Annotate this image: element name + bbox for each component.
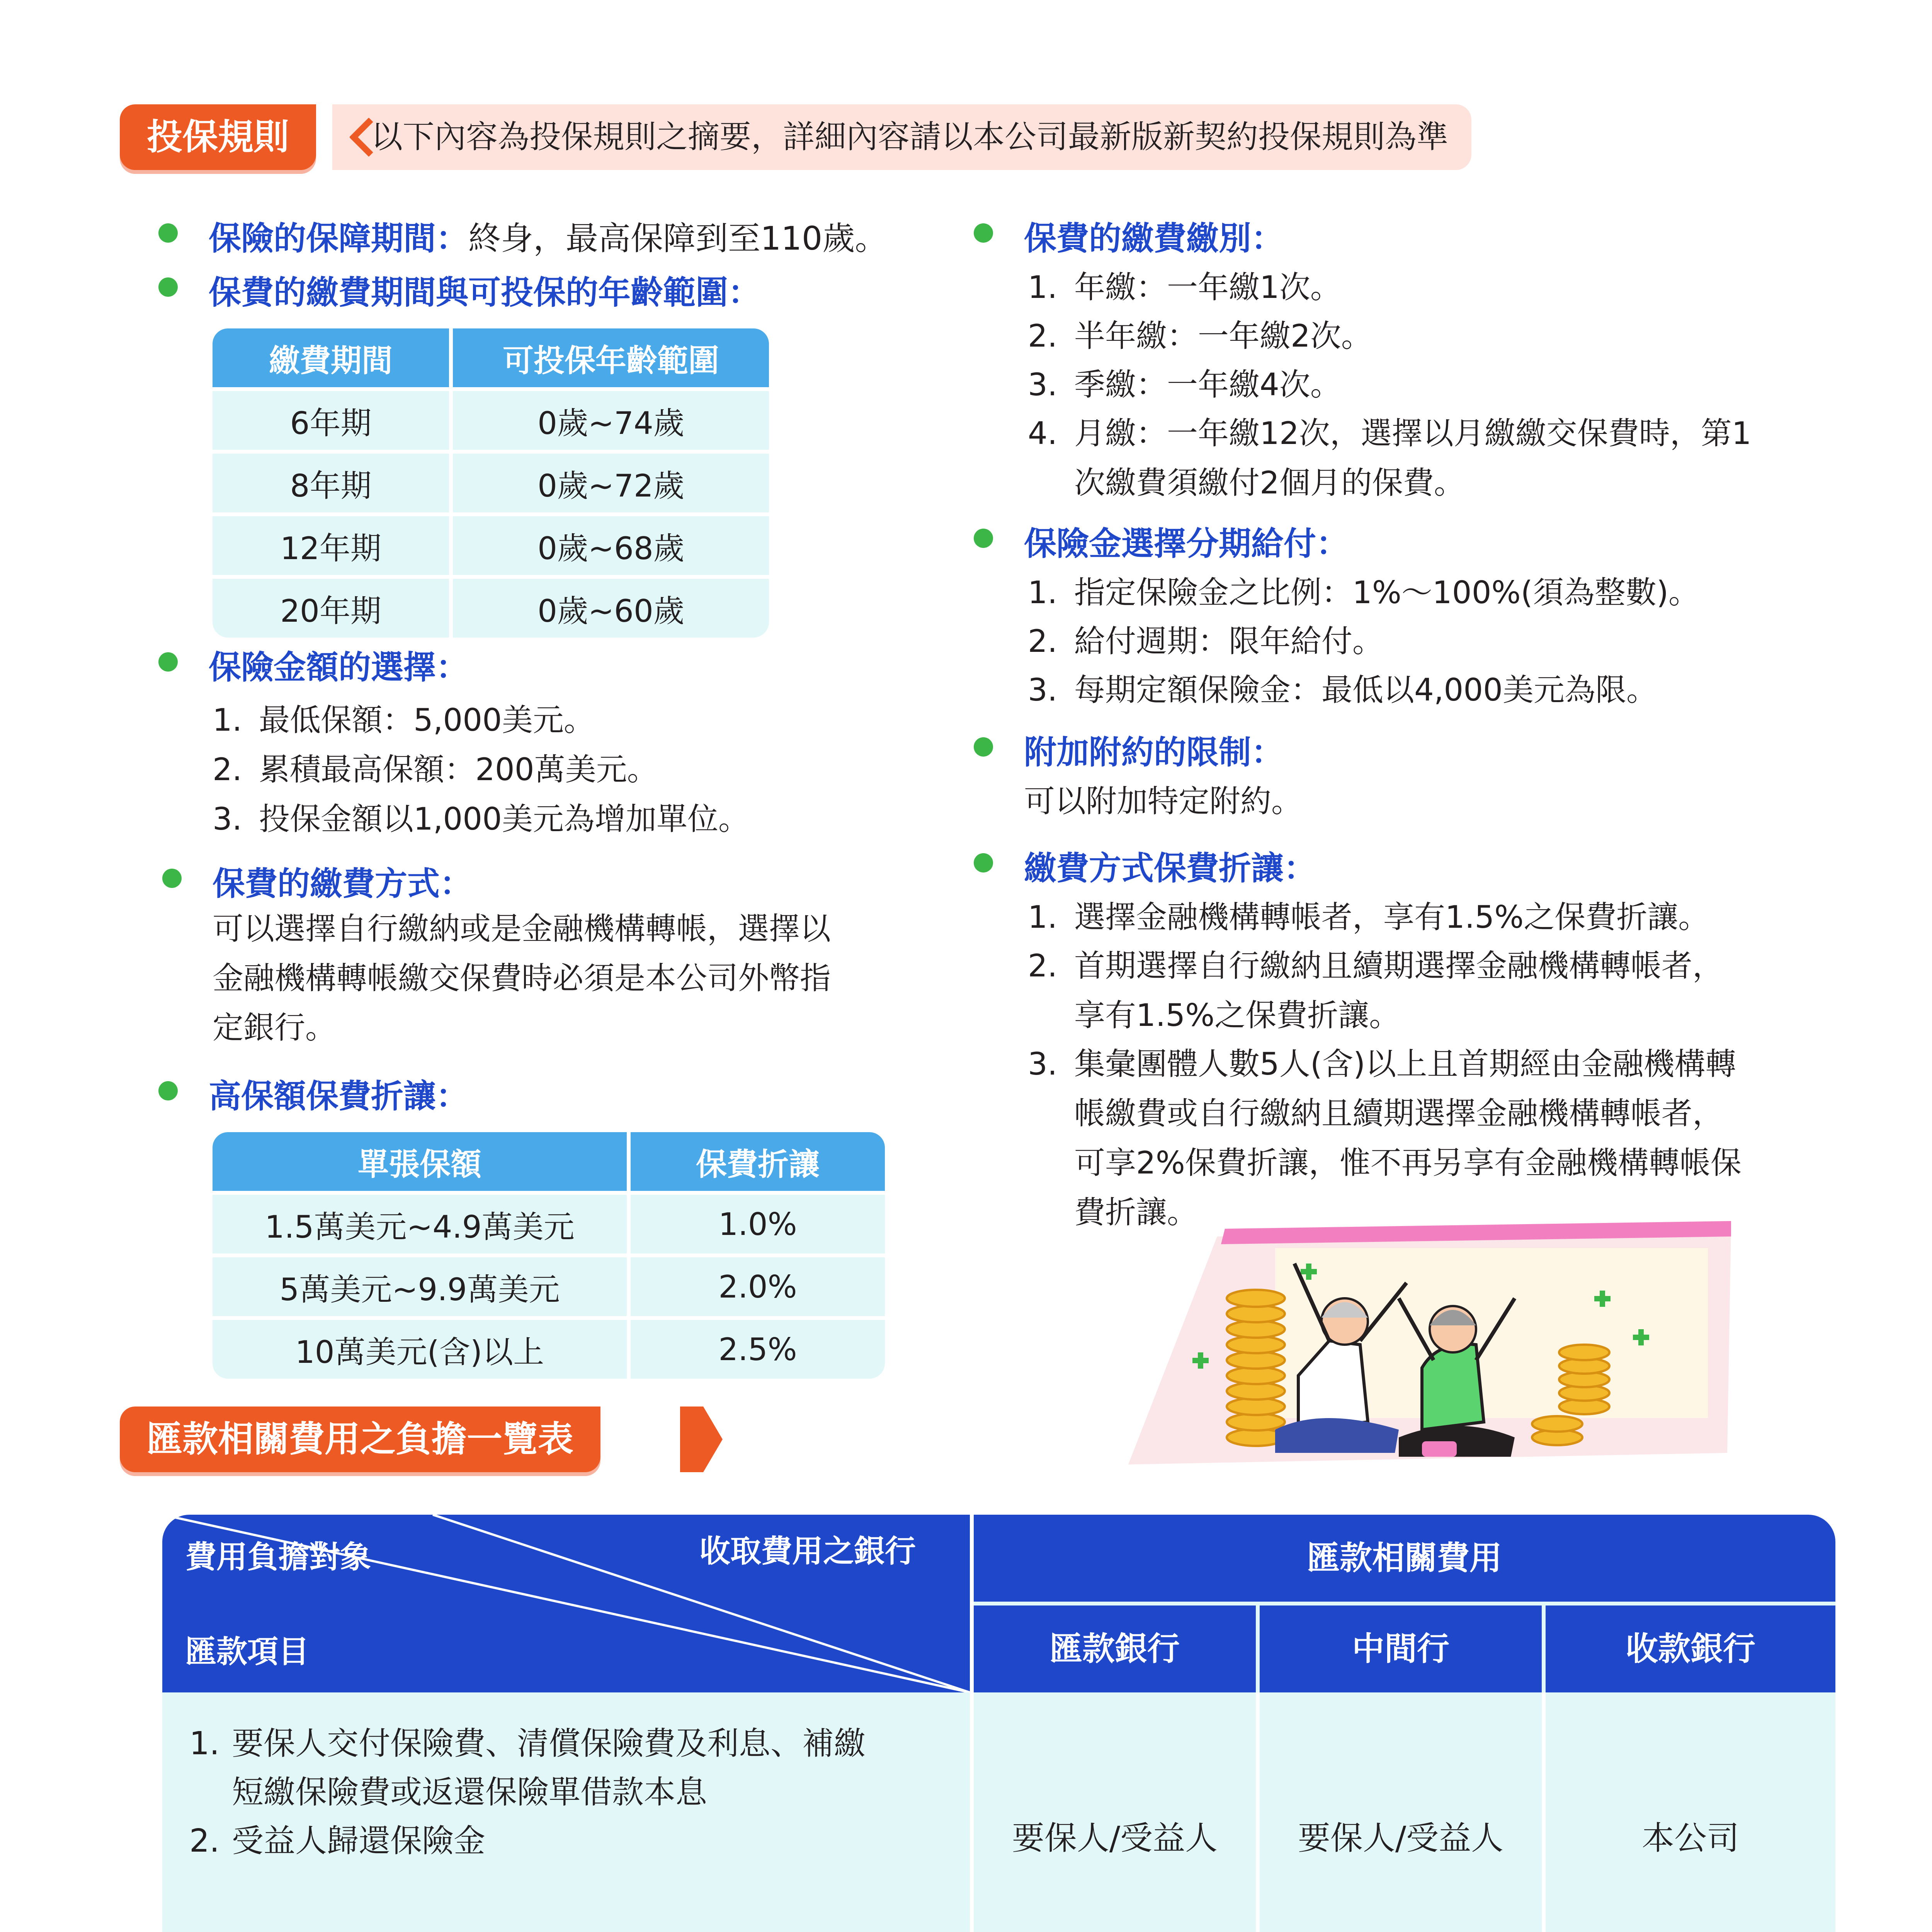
list-item: 2. 累積最高保額：200萬美元。 <box>213 752 658 787</box>
list-item: 2. 給付週期：限年給付。 <box>1028 623 1383 659</box>
fee-cell: 本公司 <box>1641 1819 1739 1857</box>
chevron-left-icon <box>350 118 377 156</box>
table-header: 繳費期間 <box>213 328 451 389</box>
table-row: 1. 要保人交付保險費、清償保險費及利息、補繳 短繳保險費或返還保險單借款本息 2. 受益人歸還保險金 <box>189 1725 866 1859</box>
mode-discount-heading: 繳費方式保費折讓： <box>1024 842 1316 889</box>
payment-method-text: 可以選擇自行繳納或是金融機構轉帳，選擇以 金融機構轉帳繳交保費時必須是本公司外幣指 定銀行。 <box>213 911 831 1046</box>
group-header: 匯款相關費用 <box>974 1515 1835 1602</box>
fee-cell: 要保人/受益人 <box>1012 1819 1218 1857</box>
rider-text: 可以附加特定附約。 <box>1024 783 1302 819</box>
payment-period-heading: 保費的繳費期間與可投保的年齡範圍： <box>209 267 760 313</box>
age-range-table <box>213 328 769 638</box>
high-sum-discount-heading: 高保額保費折讓： <box>209 1070 468 1117</box>
table-row: 20年期 0歲~60歲 <box>213 577 769 638</box>
corner-top-left: 費用負擔對象 <box>185 1539 371 1575</box>
installment-heading: 保險金選擇分期給付： <box>1024 518 1349 565</box>
list-item: 1. 指定保險金之比例：1%～100%(須為整數)。 <box>1028 575 1700 611</box>
column-header: 匯款銀行 <box>974 1605 1256 1692</box>
list-item: 1. 選擇金融機構轉帳者，享有1.5%之保費折讓。 <box>1028 899 1709 935</box>
table-row: 5萬美元~9.9萬美元 2.0% <box>213 1255 885 1318</box>
discount-table <box>213 1132 885 1379</box>
coverage-period-heading: 保險的保障期間：終身，最高保障到至110歲。 <box>209 213 887 259</box>
list-item: 1. 最低保額：5,000美元。 <box>213 702 595 738</box>
list-item: 2. 半年繳：一年繳2次。 <box>1028 318 1372 354</box>
table-row: 6年期 0歲~74歲 <box>213 389 769 452</box>
column-header: 中間行 <box>1260 1605 1542 1692</box>
payment-mode-heading: 保費的繳費繳別： <box>1024 213 1284 259</box>
fee-cell: 要保人/受益人 <box>1298 1819 1504 1857</box>
rules-section-title: 投保規則 <box>120 104 316 170</box>
table-header: 保費折讓 <box>629 1132 885 1193</box>
list-item: 4. 月繳：一年繳12次，選擇以月繳繳交保費時，第1 次繳費須繳付2個月的保費。 <box>1028 415 1752 501</box>
seniors-celebrating-coins-illustration <box>1128 1213 1762 1484</box>
list-item: 3. 集彙團體人數5人(含)以上且首期經由金融機構轉 帳繳費或自行繳納且續期選擇金融機構轉帳者， 可享2%保費折讓，惟不再另享有金融機構轉帳保 費折讓。 <box>1028 1046 1742 1230</box>
rider-heading: 附加附約的限制： <box>1024 726 1284 773</box>
table-row: 10萬美元(含)以上 2.5% <box>213 1318 885 1379</box>
list-item: 3. 投保金額以1,000美元為增加單位。 <box>213 801 750 837</box>
payment-method-heading: 保費的繳費方式： <box>213 858 472 905</box>
chevron-decoration <box>680 1406 723 1472</box>
corner-top-right: 收取費用之銀行 <box>699 1533 916 1569</box>
table-row: 12年期 0歲~68歲 <box>213 514 769 577</box>
list-item: 3. 每期定額保險金：最低以4,000美元為限。 <box>1028 672 1658 708</box>
fee-table <box>162 1515 1835 1932</box>
table-row: 8年期 0歲~72歲 <box>213 452 769 514</box>
list-item: 2. 首期選擇自行繳納且續期選擇金融機構轉帳者， 享有1.5%之保費折讓。 <box>1028 948 1723 1033</box>
list-item: 3. 季繳：一年繳4次。 <box>1028 367 1341 403</box>
sum-insured-heading: 保險金額的選擇： <box>209 641 468 688</box>
corner-bottom-left: 匯款項目 <box>185 1634 309 1670</box>
table-row: 1.5萬美元~4.9萬美元 1.0% <box>213 1193 885 1255</box>
fee-section-title: 匯款相關費用之負擔一覽表 <box>120 1406 600 1472</box>
rules-subtitle: 以下內容為投保規則之摘要，詳細內容請以本公司最新版新契約投保規則為準 <box>332 104 1471 170</box>
coverage-period-value: 終身，最高保障到至110歲。 <box>468 219 888 257</box>
list-item: 1. 年繳：一年繳1次。 <box>1028 269 1341 305</box>
column-header: 收款銀行 <box>1546 1605 1835 1692</box>
table-header: 單張保額 <box>213 1132 629 1193</box>
table-header: 可投保年齡範圍 <box>451 328 769 389</box>
